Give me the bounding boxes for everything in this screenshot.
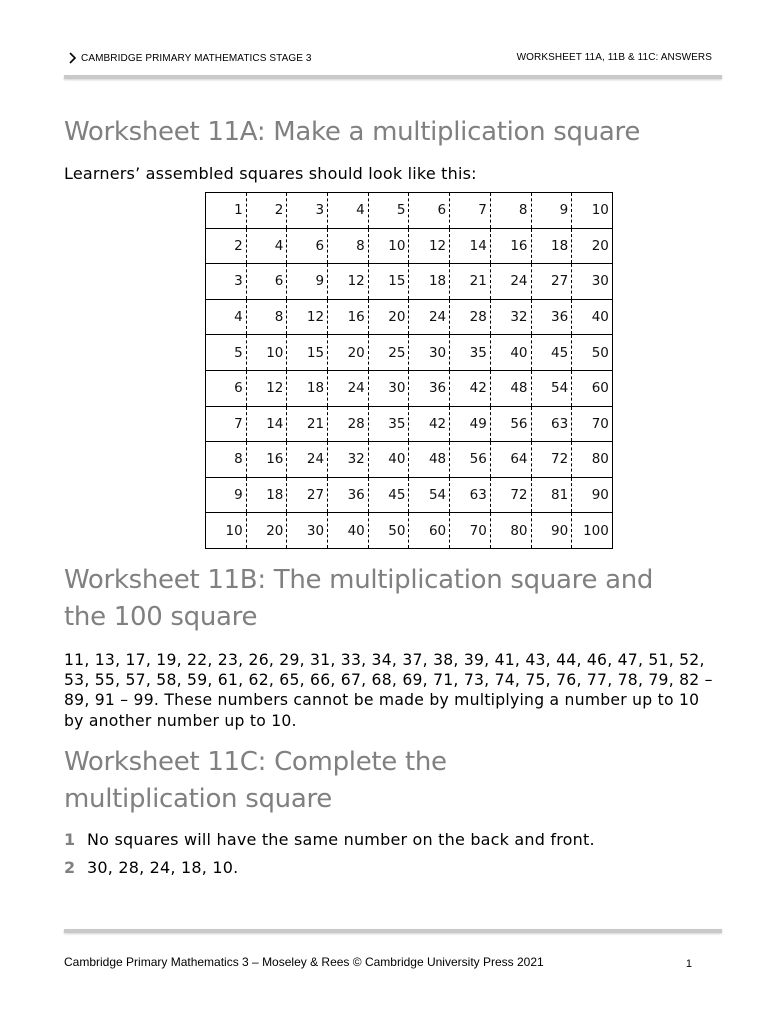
table-cell: 40 bbox=[490, 335, 531, 371]
table-cell: 10 bbox=[572, 193, 613, 229]
table-cell: 12 bbox=[287, 299, 328, 335]
answer-item bbox=[64, 857, 724, 879]
answer-number: 1 bbox=[64, 830, 76, 849]
table-cell: 54 bbox=[531, 370, 572, 406]
table-cell: 8 bbox=[490, 193, 531, 229]
table-cell: 24 bbox=[409, 299, 450, 335]
header-worksheet-title: WORKSHEET 11A, 11B & 11C: ANSWERS bbox=[516, 52, 712, 63]
table-cell: 50 bbox=[368, 513, 409, 549]
table-row bbox=[206, 264, 613, 300]
table-cell: 4 bbox=[328, 193, 369, 229]
chevron-right-icon bbox=[68, 52, 78, 64]
table-cell: 8 bbox=[328, 228, 369, 264]
table-cell: 7 bbox=[450, 193, 491, 229]
table-cell: 24 bbox=[328, 370, 369, 406]
table-cell: 12 bbox=[246, 370, 287, 406]
table-cell: 60 bbox=[409, 513, 450, 549]
answer-number: 2 bbox=[64, 858, 76, 877]
table-cell: 24 bbox=[490, 264, 531, 300]
table-cell: 20 bbox=[572, 228, 613, 264]
table-cell: 20 bbox=[368, 299, 409, 335]
table-cell: 16 bbox=[490, 228, 531, 264]
table-cell: 8 bbox=[206, 442, 247, 478]
table-row bbox=[206, 335, 613, 371]
table-cell: 4 bbox=[246, 228, 287, 264]
table-cell: 81 bbox=[531, 477, 572, 513]
table-cell: 70 bbox=[572, 406, 613, 442]
multiplication-square-table bbox=[205, 192, 613, 549]
table-cell: 72 bbox=[490, 477, 531, 513]
table-row bbox=[206, 193, 613, 229]
table-cell: 40 bbox=[572, 299, 613, 335]
table-cell: 5 bbox=[368, 193, 409, 229]
table-cell: 14 bbox=[246, 406, 287, 442]
table-cell: 45 bbox=[531, 335, 572, 371]
worksheet-11c-title: Worksheet 11C: Complete the multiplication square bbox=[64, 747, 447, 814]
table-cell: 21 bbox=[450, 264, 491, 300]
worksheet-11b-title: Worksheet 11B: The multiplication square and the 100 square bbox=[64, 565, 654, 632]
table-cell: 16 bbox=[328, 299, 369, 335]
table-cell: 15 bbox=[368, 264, 409, 300]
table-cell: 49 bbox=[450, 406, 491, 442]
table-cell: 100 bbox=[572, 513, 613, 549]
table-cell: 36 bbox=[328, 477, 369, 513]
table-cell: 8 bbox=[246, 299, 287, 335]
table-cell: 25 bbox=[368, 335, 409, 371]
table-cell: 40 bbox=[368, 442, 409, 478]
table-cell: 4 bbox=[206, 299, 247, 335]
table-cell: 40 bbox=[328, 513, 369, 549]
table-cell: 64 bbox=[490, 442, 531, 478]
table-row bbox=[206, 370, 613, 406]
footer-copyright: Cambridge Primary Mathematics 3 – Moseley & Rees © Cambridge University Press 2021 bbox=[64, 955, 544, 969]
table-cell: 90 bbox=[572, 477, 613, 513]
worksheet-11b-answer: 11, 13, 17, 19, 22, 23, 26, 29, 31, 33, 34, 37, 38, 39, 41, 43, 44, 46, 47, 51, 52, 53, 55, 57, 58, 59, 61, 62, 65, 66, 67, 68, 69, 71, 73, 74, 75, 76, 77, 78, 79, 82 – 89, 91 – 99. These numbers cannot be made by multiplying a number up to 10 by another number up to 10. bbox=[64, 651, 713, 730]
table-cell: 36 bbox=[531, 299, 572, 335]
footer-divider bbox=[64, 929, 722, 933]
page-number: 1 bbox=[685, 958, 692, 970]
table-cell: 63 bbox=[450, 477, 491, 513]
table-cell: 48 bbox=[490, 370, 531, 406]
worksheet-11c-answers bbox=[64, 829, 724, 885]
table-cell: 63 bbox=[531, 406, 572, 442]
table-cell: 1 bbox=[234, 202, 243, 219]
table-cell: 27 bbox=[287, 477, 328, 513]
table-cell: 45 bbox=[368, 477, 409, 513]
table-cell: 27 bbox=[531, 264, 572, 300]
table-cell: 18 bbox=[246, 477, 287, 513]
table-cell: 2 bbox=[246, 193, 287, 229]
table-cell: 36 bbox=[409, 370, 450, 406]
table-cell: 30 bbox=[572, 264, 613, 300]
table-cell: 10 bbox=[368, 228, 409, 264]
table-cell: 18 bbox=[531, 228, 572, 264]
table-cell: 9 bbox=[531, 193, 572, 229]
table-cell: 2 bbox=[206, 228, 247, 264]
table-cell: 35 bbox=[368, 406, 409, 442]
table-cell: 50 bbox=[572, 335, 613, 371]
table-row bbox=[206, 513, 613, 549]
table-cell: 3 bbox=[287, 193, 328, 229]
table-cell: 32 bbox=[490, 299, 531, 335]
worksheet-11a-title: Worksheet 11A: Make a multiplication square bbox=[64, 117, 641, 147]
table-cell: 5 bbox=[206, 335, 247, 371]
table-cell: 7 bbox=[206, 406, 247, 442]
table-cell: 18 bbox=[287, 370, 328, 406]
table-cell: 21 bbox=[287, 406, 328, 442]
answer-text: 30, 28, 24, 18, 10. bbox=[87, 858, 239, 877]
page-footer bbox=[64, 955, 724, 969]
table-row bbox=[206, 228, 613, 264]
table-cell: 70 bbox=[450, 513, 491, 549]
table-cell: 35 bbox=[450, 335, 491, 371]
table-cell: 42 bbox=[450, 370, 491, 406]
answer-text: No squares will have the same number on the back and front. bbox=[87, 830, 595, 849]
header-divider bbox=[64, 75, 722, 79]
table-row bbox=[206, 299, 613, 335]
page-header bbox=[64, 52, 712, 66]
table-cell: 20 bbox=[246, 513, 287, 549]
table-cell: 10 bbox=[246, 335, 287, 371]
table-cell: 9 bbox=[206, 477, 247, 513]
table-cell: 18 bbox=[409, 264, 450, 300]
table-cell: 20 bbox=[328, 335, 369, 371]
table-cell: 30 bbox=[287, 513, 328, 549]
table-row bbox=[206, 477, 613, 513]
table-cell: 24 bbox=[287, 442, 328, 478]
table-cell: 15 bbox=[287, 335, 328, 371]
table-cell: 80 bbox=[490, 513, 531, 549]
table-cell: 90 bbox=[531, 513, 572, 549]
table-cell: 10 bbox=[206, 513, 247, 549]
table-cell: 6 bbox=[206, 370, 247, 406]
table-cell: 12 bbox=[409, 228, 450, 264]
table-cell: 72 bbox=[531, 442, 572, 478]
header-left bbox=[68, 52, 312, 64]
table-cell: 28 bbox=[450, 299, 491, 335]
header-series-title: CAMBRIDGE PRIMARY MATHEMATICS STAGE 3 bbox=[81, 52, 312, 64]
table-cell: 60 bbox=[572, 370, 613, 406]
table-cell: 3 bbox=[206, 264, 247, 300]
table-cell: 32 bbox=[328, 442, 369, 478]
table-cell: 9 bbox=[287, 264, 328, 300]
table-cell: 12 bbox=[328, 264, 369, 300]
table-cell: 16 bbox=[246, 442, 287, 478]
table-row bbox=[206, 442, 613, 478]
worksheet-11a-intro: Learners’ assembled squares should look like this: bbox=[64, 164, 477, 183]
table-cell: 28 bbox=[328, 406, 369, 442]
table-cell: 56 bbox=[450, 442, 491, 478]
table-cell: 14 bbox=[450, 228, 491, 264]
table-row bbox=[206, 406, 613, 442]
table-cell: 54 bbox=[409, 477, 450, 513]
table-cell: 80 bbox=[572, 442, 613, 478]
answer-item bbox=[64, 829, 724, 851]
table-cell: 30 bbox=[368, 370, 409, 406]
table-cell: 42 bbox=[409, 406, 450, 442]
table-cell: 56 bbox=[490, 406, 531, 442]
table-cell: 6 bbox=[246, 264, 287, 300]
table-cell: 48 bbox=[409, 442, 450, 478]
table-cell: 6 bbox=[409, 193, 450, 229]
table-cell: 6 bbox=[287, 228, 328, 264]
table-cell: 30 bbox=[409, 335, 450, 371]
